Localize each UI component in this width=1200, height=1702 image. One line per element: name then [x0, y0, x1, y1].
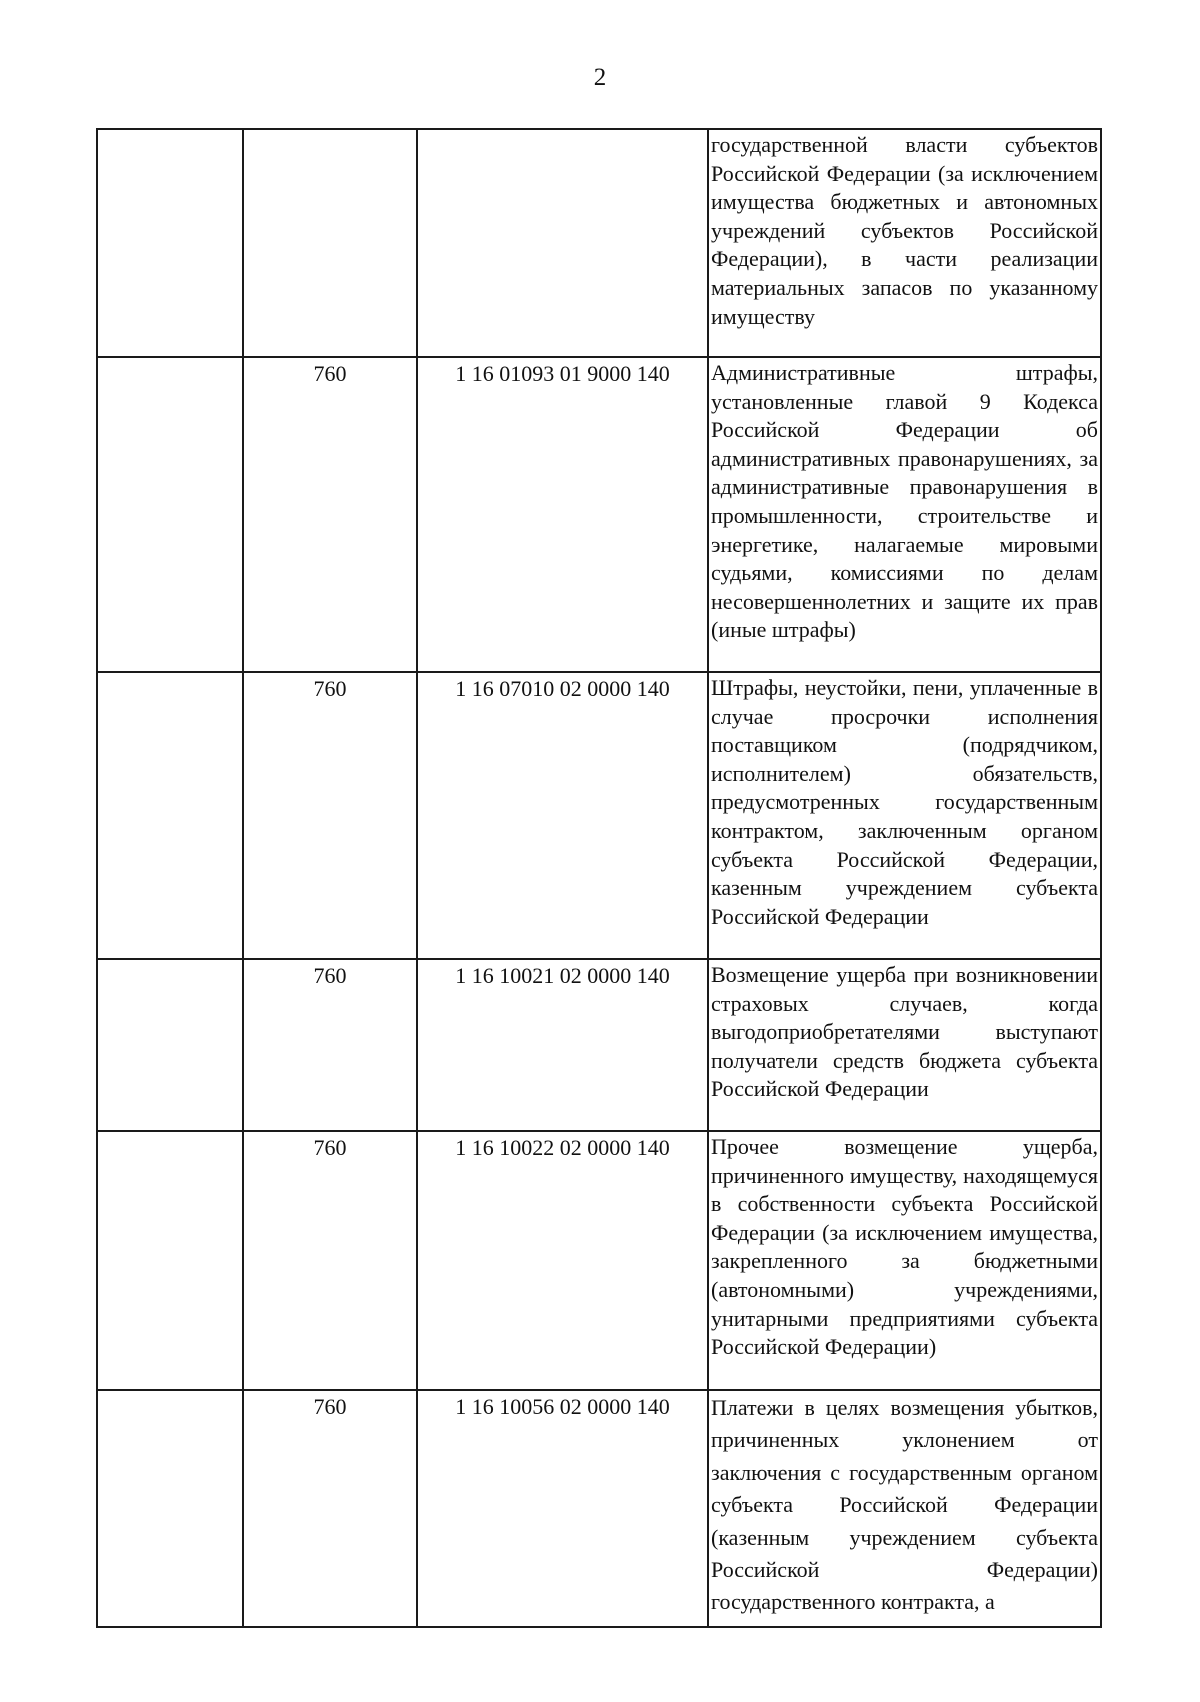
table-row [97, 672, 1101, 959]
income-description-cell: Административные штрафы, установленные главой 9 Кодекса Российской Федерации об административных правонарушениях, за административные правонарушения в промышленности, строительстве и энергетике, налагаемые мировыми судьями, комиссиями по делам несовершеннолетних и защите их прав (иные штрафы) [708, 357, 1101, 672]
admin-number-cell: 760 [243, 357, 417, 672]
admin-number-cell: 760 [243, 1390, 417, 1627]
admin-number-cell [243, 129, 417, 357]
income-code-cell [417, 129, 708, 357]
admin-number-cell: 760 [243, 1131, 417, 1390]
admin-code-cell [97, 959, 243, 1131]
admin-number-cell: 760 [243, 959, 417, 1131]
admin-code-cell [97, 357, 243, 672]
income-code-cell: 1 16 10022 02 0000 140 [417, 1131, 708, 1390]
admin-number-cell: 760 [243, 672, 417, 959]
budget-classification-table [96, 128, 1102, 1628]
admin-code-cell [97, 1390, 243, 1627]
income-description-cell: Прочее возмещение ущерба, причиненного имуществу, находящемуся в собственности субъекта Российской Федерации (за исключением имущества, закрепленного за бюджетными (автономными) учреждениями, унитарными предприятиями субъекта Российской Федерации) [708, 1131, 1101, 1390]
admin-code-cell [97, 129, 243, 357]
income-description-cell: государственной власти субъектов Российской Федерации (за исключением имущества бюджетных и автономных учреждений субъектов Российской Федерации), в части реализации материальных запасов по указанному имуществу [708, 129, 1101, 357]
income-description-cell: Штрафы, неустойки, пени, уплаченные в случае просрочки исполнения поставщиком (подрядчиком, исполнителем) обязательств, предусмотренных государственным контрактом, заключенным органом субъекта Российской Федерации, казенным учреждением субъекта Российской Федерации [708, 672, 1101, 959]
admin-code-cell [97, 672, 243, 959]
table-row [97, 959, 1101, 1131]
table-row [97, 129, 1101, 357]
income-description-cell: Возмещение ущерба при возникновении страховых случаев, когда выгодоприобретателями выступают получатели средств бюджета субъекта Российской Федерации [708, 959, 1101, 1131]
income-code-cell: 1 16 10056 02 0000 140 [417, 1390, 708, 1627]
page-number: 2 [593, 64, 607, 91]
table-row [97, 357, 1101, 672]
income-description-cell: Платежи в целях возмещения убытков, причиненных уклонением от заключения с государственным органом субъекта Российской Федерации (казенным учреждением субъекта Российской Федерации) государственного контракта, а [708, 1390, 1101, 1627]
income-code-cell: 1 16 01093 01 9000 140 [417, 357, 708, 672]
table-row [97, 1131, 1101, 1390]
table-row [97, 1390, 1101, 1627]
income-code-cell: 1 16 10021 02 0000 140 [417, 959, 708, 1131]
income-code-cell: 1 16 07010 02 0000 140 [417, 672, 708, 959]
admin-code-cell [97, 1131, 243, 1390]
